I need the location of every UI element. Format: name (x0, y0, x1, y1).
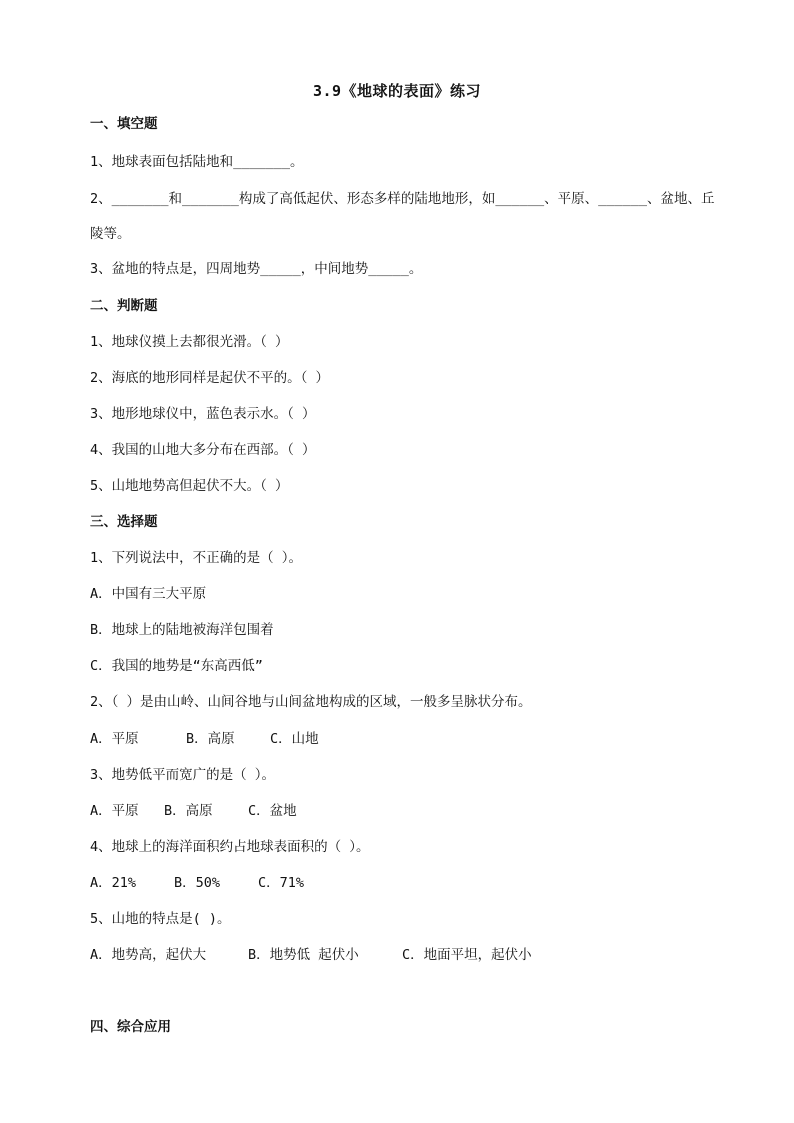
document-title: 3.9《地球的表面》练习 (312, 82, 482, 100)
choice-question-2-options (90, 729, 319, 749)
choice-question-1-option-a: A．中国有三大平原 (90, 586, 207, 602)
choice-question-3-option-b: B．高原 (164, 803, 213, 819)
section-heading-multiple-choice: 三、选择题 (90, 514, 158, 530)
fill-blank-question-2-line-2: 陵等。 (90, 226, 131, 242)
fill-blank-question-2-line-1: 2、_______和_______构成了高低起伏、形态多样的陆地地形，如______、平原、______、盆地、丘 (90, 191, 715, 207)
true-false-question-2: 2、海底的地形同样是起伏不平的。（ ） (90, 370, 330, 386)
true-false-question-1: 1、地球仪摸上去都很光滑。（ ） (90, 334, 289, 350)
choice-question-3: 3、地势低平而宽广的是（ ）。 (90, 767, 276, 783)
choice-question-1-option-c: C．我国的地势是“东高西低” (90, 658, 263, 674)
choice-question-5-option-b: B．地势低 起伏小 (248, 947, 359, 963)
choice-question-4: 4、地球上的海洋面积约占地球表面积的（ ）。 (90, 839, 370, 855)
choice-question-4-option-c: C．71% (258, 875, 305, 891)
choice-question-3-options (90, 801, 297, 821)
section-heading-true-false: 二、判断题 (90, 298, 158, 314)
choice-question-5-option-c: C．地面平坦，起伏小 (402, 947, 532, 963)
choice-question-5-option-a: A．地势高，起伏大 (90, 947, 207, 963)
choice-question-2-option-b: B．高原 (186, 731, 235, 747)
section-heading-fill-blank: 一、填空题 (90, 116, 158, 132)
choice-question-2-option-c: C．山地 (270, 731, 319, 747)
section-heading-comprehensive: 四、综合应用 (90, 1019, 171, 1035)
choice-question-1-option-b: B．地球上的陆地被海洋包围着 (90, 622, 274, 638)
choice-question-5-options (90, 945, 532, 965)
true-false-question-4: 4、我国的山地大多分布在西部。（ ） (90, 442, 316, 458)
choice-question-4-options (90, 873, 304, 893)
choice-question-4-option-b: B．50% (174, 875, 221, 891)
fill-blank-question-3: 3、盆地的特点是，四周地势_____，中间地势_____。 (90, 261, 423, 277)
fill-blank-question-1: 1、地球表面包括陆地和_______。 (90, 154, 304, 170)
choice-question-2-option-a: A．平原 (90, 731, 139, 747)
true-false-question-5: 5、山地地势高但起伏不大。（ ） (90, 478, 289, 494)
choice-question-4-option-a: A．21% (90, 875, 137, 891)
choice-question-2: 2、（ ）是由山岭、山间谷地与山间盆地构成的区域，一般多呈脉状分布。 (90, 694, 532, 710)
choice-question-1: 1、下列说法中，不正确的是（ ）。 (90, 550, 303, 566)
choice-question-3-option-a: A．平原 (90, 803, 139, 819)
true-false-question-3: 3、地形地球仪中，蓝色表示水。（ ） (90, 406, 316, 422)
choice-question-5: 5、山地的特点是( )。 (90, 911, 231, 927)
choice-question-3-option-c: C．盆地 (248, 803, 297, 819)
